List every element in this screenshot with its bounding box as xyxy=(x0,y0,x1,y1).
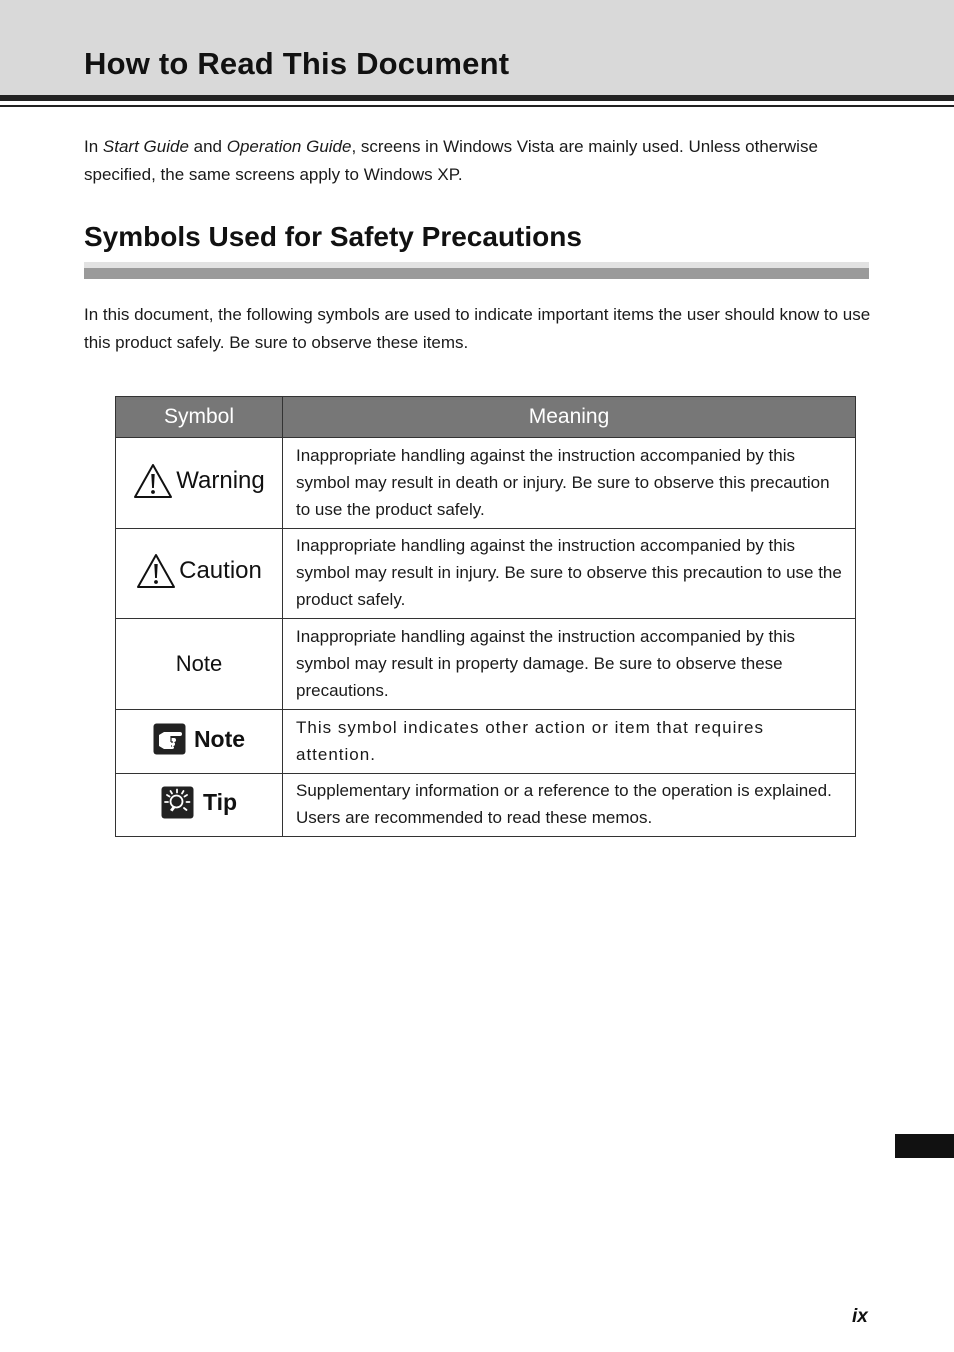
table-row xyxy=(116,438,856,529)
symbol-cell xyxy=(116,710,283,774)
meaning-cell: This symbol indicates other action or item that requires attention. xyxy=(283,710,856,774)
intro-text-2: and xyxy=(188,137,227,156)
chapter-tab-marker xyxy=(895,1134,954,1158)
symbol-cell xyxy=(116,438,283,529)
meaning-cell: Inappropriate handling against the instruction accompanied by this symbol may result in death or injury. Be sure to observe this precaution to use the product safely. xyxy=(283,438,856,529)
section-title: Symbols Used for Safety Precautions xyxy=(84,221,582,252)
meaning-cell: Inappropriate handling against the instruction accompanied by this symbol may result in injury. Be sure to observe this precaution to use the product safely. xyxy=(283,529,856,619)
symbols-table xyxy=(115,396,856,837)
symbol-label: Note xyxy=(193,725,246,752)
table-row xyxy=(116,774,856,837)
table-row xyxy=(116,619,856,710)
symbol-cell xyxy=(116,529,283,619)
symbol-column-header: Symbol xyxy=(116,397,283,438)
symbol-label: Tip xyxy=(202,789,238,815)
symbol-label: Caution xyxy=(179,557,262,584)
warning-triangle-icon xyxy=(133,463,173,499)
intro-text-1: In xyxy=(84,137,103,156)
symbol-cell xyxy=(116,619,283,710)
pointing-hand-icon xyxy=(153,723,186,755)
header-rule-thin xyxy=(0,105,954,107)
lightbulb-icon xyxy=(161,786,194,819)
symbol-label: Note xyxy=(175,651,223,676)
intro-paragraph xyxy=(84,133,874,188)
table-header-row xyxy=(116,397,856,438)
meaning-column-header: Meaning xyxy=(283,397,856,438)
meaning-cell: Supplementary information or a reference to the operation is explained. Users are recommended to read these memos. xyxy=(283,774,856,837)
meaning-cell: Inappropriate handling against the instruction accompanied by this symbol may result in property damage. Be sure to observe these precautions. xyxy=(283,619,856,710)
page-number: ix xyxy=(852,1306,868,1327)
header-rule-thick xyxy=(0,95,954,101)
intro-text-3: , screens in Windows Vista are mainly used. Unless otherwise specified, the same screens apply to Windows XP. xyxy=(84,137,818,184)
section-rule-dark xyxy=(84,268,869,279)
page-title: How to Read This Document xyxy=(84,46,510,81)
operation-guide-ref: Operation Guide xyxy=(226,137,352,156)
section-description: In this document, the following symbols are used to indicate important items the user should know to use this product safely. Be sure to observe these items. xyxy=(84,305,871,352)
symbol-cell xyxy=(116,774,283,837)
caution-triangle-icon xyxy=(136,553,176,589)
table-row xyxy=(116,529,856,619)
table-row xyxy=(116,710,856,774)
symbol-label: Warning xyxy=(176,466,265,494)
start-guide-ref: Start Guide xyxy=(102,137,189,156)
